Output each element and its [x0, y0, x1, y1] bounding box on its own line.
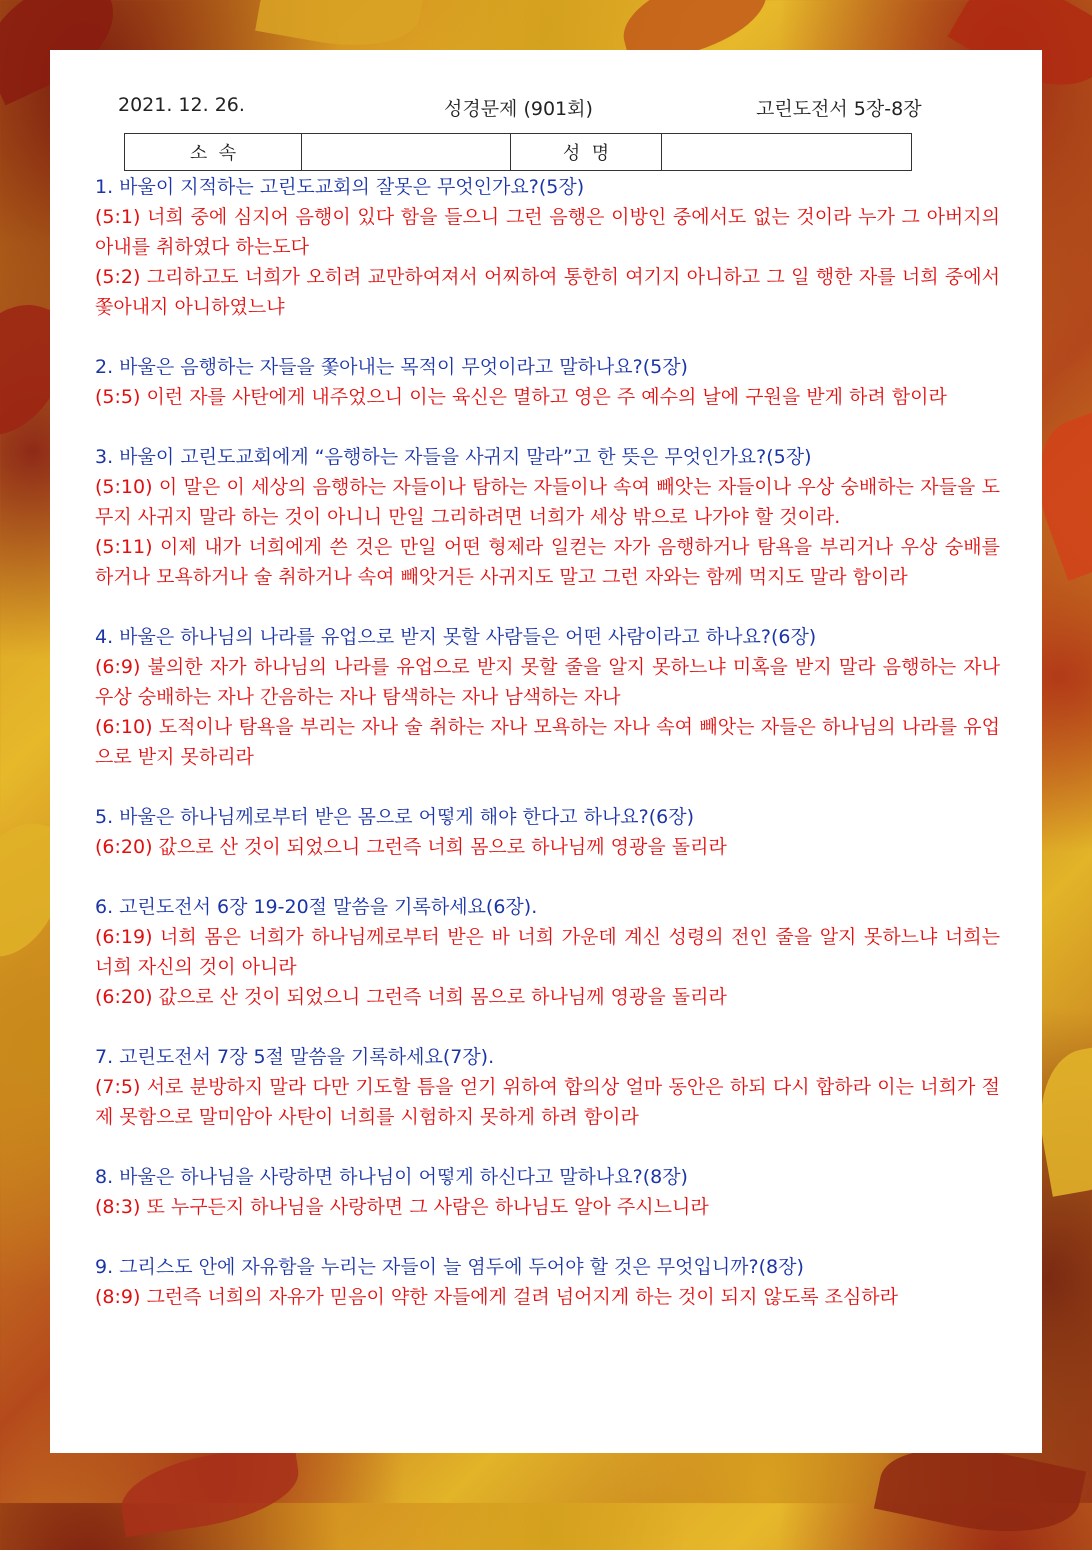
question-block	[95, 1042, 1000, 1132]
date: 2021. 12. 26.	[118, 94, 245, 116]
worksheet-title: 성경문제 (901회)	[444, 98, 593, 120]
question-block	[95, 352, 1000, 412]
worksheet-header	[50, 94, 1042, 122]
question-block	[95, 442, 1000, 592]
answer-text: (5:10) 이 말은 이 세상의 음행하는 자들이나 탐하는 자들이나 속여 빼앗는 자들이나 우상 숭배하는 자들을 도무지 사귀지 말라 하는 것이 아니니 만일 그리하려면 너희가 세상 밖으로 나가야 할 것이라.	[95, 476, 1000, 528]
answer-text: (6:20) 값으로 산 것이 되었으니 그런즉 너희 몸으로 하나님께 영광을 돌리라	[95, 986, 727, 1008]
question-list	[95, 172, 1000, 1312]
name-label: 성 명	[511, 134, 662, 171]
question-text: 4. 바울은 하나님의 나라를 유업으로 받지 못할 사람들은 어떤 사람이라고 하나요?(6장)	[95, 626, 817, 648]
answer-text: (6:19) 너희 몸은 너희가 하나님께로부터 받은 바 너희 가운데 계신 성령의 전인 줄을 알지 못하느냐 너희는 너희 자신의 것이 아니라	[95, 926, 1000, 978]
scripture-range: 고린도전서 5장-8장	[756, 98, 922, 120]
question-text: 5. 바울은 하나님께로부터 받은 몸으로 어떻게 해야 한다고 하나요?(6장)	[95, 806, 695, 828]
question-text: 8. 바울은 하나님을 사랑하면 하나님이 어떻게 하신다고 말하나요?(8장)	[95, 1166, 688, 1188]
question-text: 6. 고린도전서 6장 19-20절 말씀을 기록하세요(6장).	[95, 896, 538, 918]
answer-text: (5:11) 이제 내가 너희에게 쓴 것은 만일 어떤 형제라 일컫는 자가 음행하거나 탐욕을 부리거나 우상 숭배를 하거나 모욕하거나 술 취하거나 속여 빼앗거든 사귀지도 말고 그런 자와는 함께 먹지도 말라 함이라	[95, 536, 1000, 588]
answer-text: (7:5) 서로 분방하지 말라 다만 기도할 틈을 얻기 위하여 합의상 얼마 동안은 하되 다시 합하라 이는 너희가 절제 못함으로 말미암아 사탄이 너희를 시험하지 못하게 하려 함이라	[95, 1076, 1000, 1128]
answer-text: (5:1) 너희 중에 심지어 음행이 있다 함을 들으니 그런 음행은 이방인 중에서도 없는 것이라 누가 그 아버지의 아내를 취하였다 하는도다	[95, 206, 1000, 258]
name-field[interactable]	[662, 134, 912, 171]
worksheet-paper	[50, 50, 1042, 1453]
question-block	[95, 802, 1000, 862]
answer-text: (6:20) 값으로 산 것이 되었으니 그런즉 너희 몸으로 하나님께 영광을 돌리라	[95, 836, 727, 858]
question-block	[95, 622, 1000, 772]
question-block	[95, 1252, 1000, 1312]
answer-text: (8:9) 그런즉 너희의 자유가 믿음이 약한 자들에게 걸려 넘어지게 하는 것이 되지 않도록 조심하라	[95, 1286, 899, 1308]
question-block	[95, 172, 1000, 322]
question-block	[95, 1162, 1000, 1222]
answer-text: (6:10) 도적이나 탐욕을 부리는 자나 술 취하는 자나 모욕하는 자나 속여 빼앗는 자들은 하나님의 나라를 유업으로 받지 못하리라	[95, 716, 1000, 768]
question-text: 2. 바울은 음행하는 자들을 쫓아내는 목적이 무엇이라고 말하나요?(5장)	[95, 356, 688, 378]
question-text: 3. 바울이 고린도교회에게 “음행하는 자들을 사귀지 말라”고 한 뜻은 무엇인가요?(5장)	[95, 446, 812, 468]
affiliation-field[interactable]	[302, 134, 511, 171]
answer-text: (8:3) 또 누구든지 하나님을 사랑하면 그 사람은 하나님도 알아 주시느니라	[95, 1196, 709, 1218]
question-block	[95, 892, 1000, 1012]
answer-text: (5:5) 이런 자를 사탄에게 내주었으니 이는 육신은 멸하고 영은 주 예수의 날에 구원을 받게 하려 함이라	[95, 386, 947, 408]
question-text: 1. 바울이 지적하는 고린도교회의 잘못은 무엇인가요?(5장)	[95, 176, 585, 198]
info-table	[124, 133, 912, 171]
affiliation-label: 소 속	[125, 134, 302, 171]
answer-text: (5:2) 그리하고도 너희가 오히려 교만하여져서 어찌하여 통한히 여기지 아니하고 그 일 행한 자를 너희 중에서 쫓아내지 아니하였느냐	[95, 266, 1000, 318]
answer-text: (6:9) 불의한 자가 하나님의 나라를 유업으로 받지 못할 줄을 알지 못하느냐 미혹을 받지 말라 음행하는 자나 우상 숭배하는 자나 간음하는 자나 탐색하는 자나 남색하는 자나	[95, 656, 1000, 708]
question-text: 7. 고린도전서 7장 5절 말씀을 기록하세요(7장).	[95, 1046, 495, 1068]
question-text: 9. 그리스도 안에 자유함을 누리는 자들이 늘 염두에 두어야 할 것은 무엇입니까?(8장)	[95, 1256, 804, 1278]
leaf-decoration	[116, 1443, 304, 1537]
